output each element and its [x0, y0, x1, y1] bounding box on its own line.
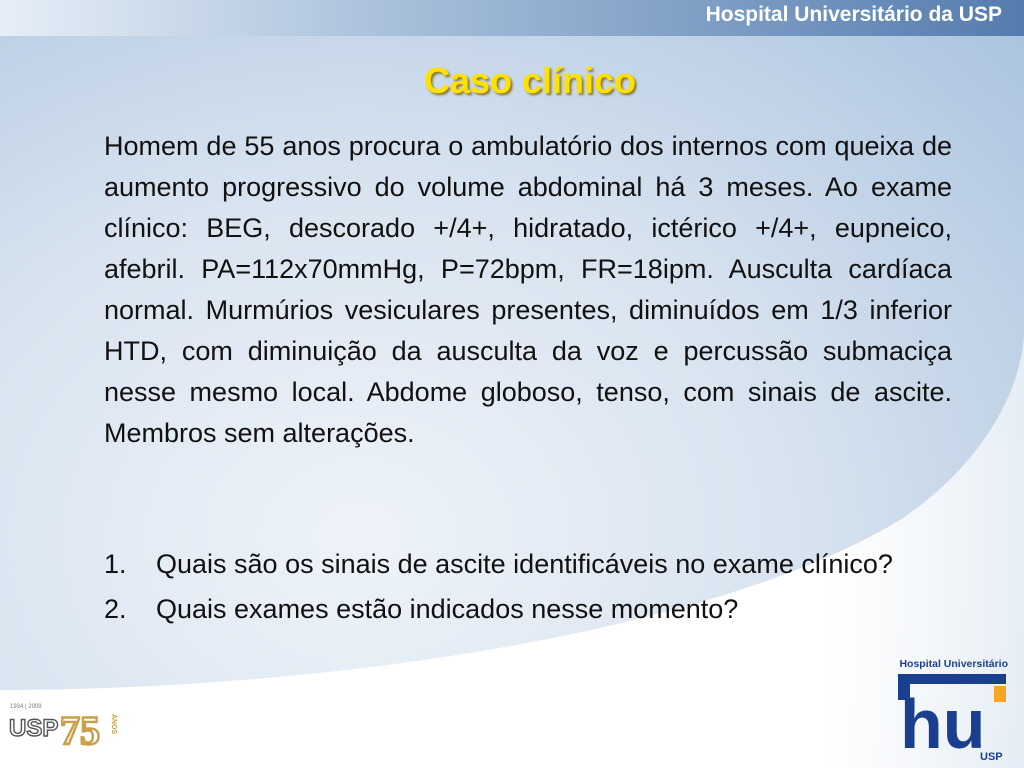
header-bar: [0, 0, 1024, 36]
question-item: [104, 544, 952, 585]
hu-logo-letters: hu: [900, 685, 986, 762]
question-number: 2.: [104, 594, 127, 624]
usp-logo-side-text: ANOS: [110, 714, 117, 735]
question-list: [104, 544, 952, 634]
question-text: Quais são os sinais de ascite identificáveis no exame clínico?: [156, 549, 893, 579]
hu-usp-logo: [896, 658, 1008, 762]
question-text: Quais exames estão indicados nesse momento?: [156, 594, 739, 624]
usp-logo-anniversary: 75: [60, 708, 100, 752]
usp-logo-name: USP: [9, 715, 59, 742]
hu-logo-title: Hospital Universitário: [899, 658, 1008, 670]
case-description: Homem de 55 anos procura o ambulatório dos internos com queixa de aumento progressivo do volume abdominal há 3 meses. Ao exame clínico: BEG, descorado +/4+, hidratado, ictérico +/4+, eupneico, afebril. PA=112x70mmHg, P=72bpm, FR=18ipm. Ausculta cardíaca normal. Murmúrios vesiculares presentes, diminuídos em 1/3 inferior HTD, com diminuição da ausculta da voz e percussão submaciça nesse mesmo local. Abdome globoso, tenso, com sinais de ascite. Membros sem alterações.: [104, 131, 952, 448]
question-item: [104, 589, 952, 630]
slide-title: Caso clínico: [423, 60, 637, 101]
question-number: 1.: [104, 549, 127, 579]
usp-logo-years: 1934 | 2009: [10, 704, 42, 710]
header-title: Hospital Universitário da USP: [705, 3, 1002, 26]
usp-75-logo: [8, 700, 126, 752]
hu-logo-subtitle: USP: [980, 751, 1003, 762]
